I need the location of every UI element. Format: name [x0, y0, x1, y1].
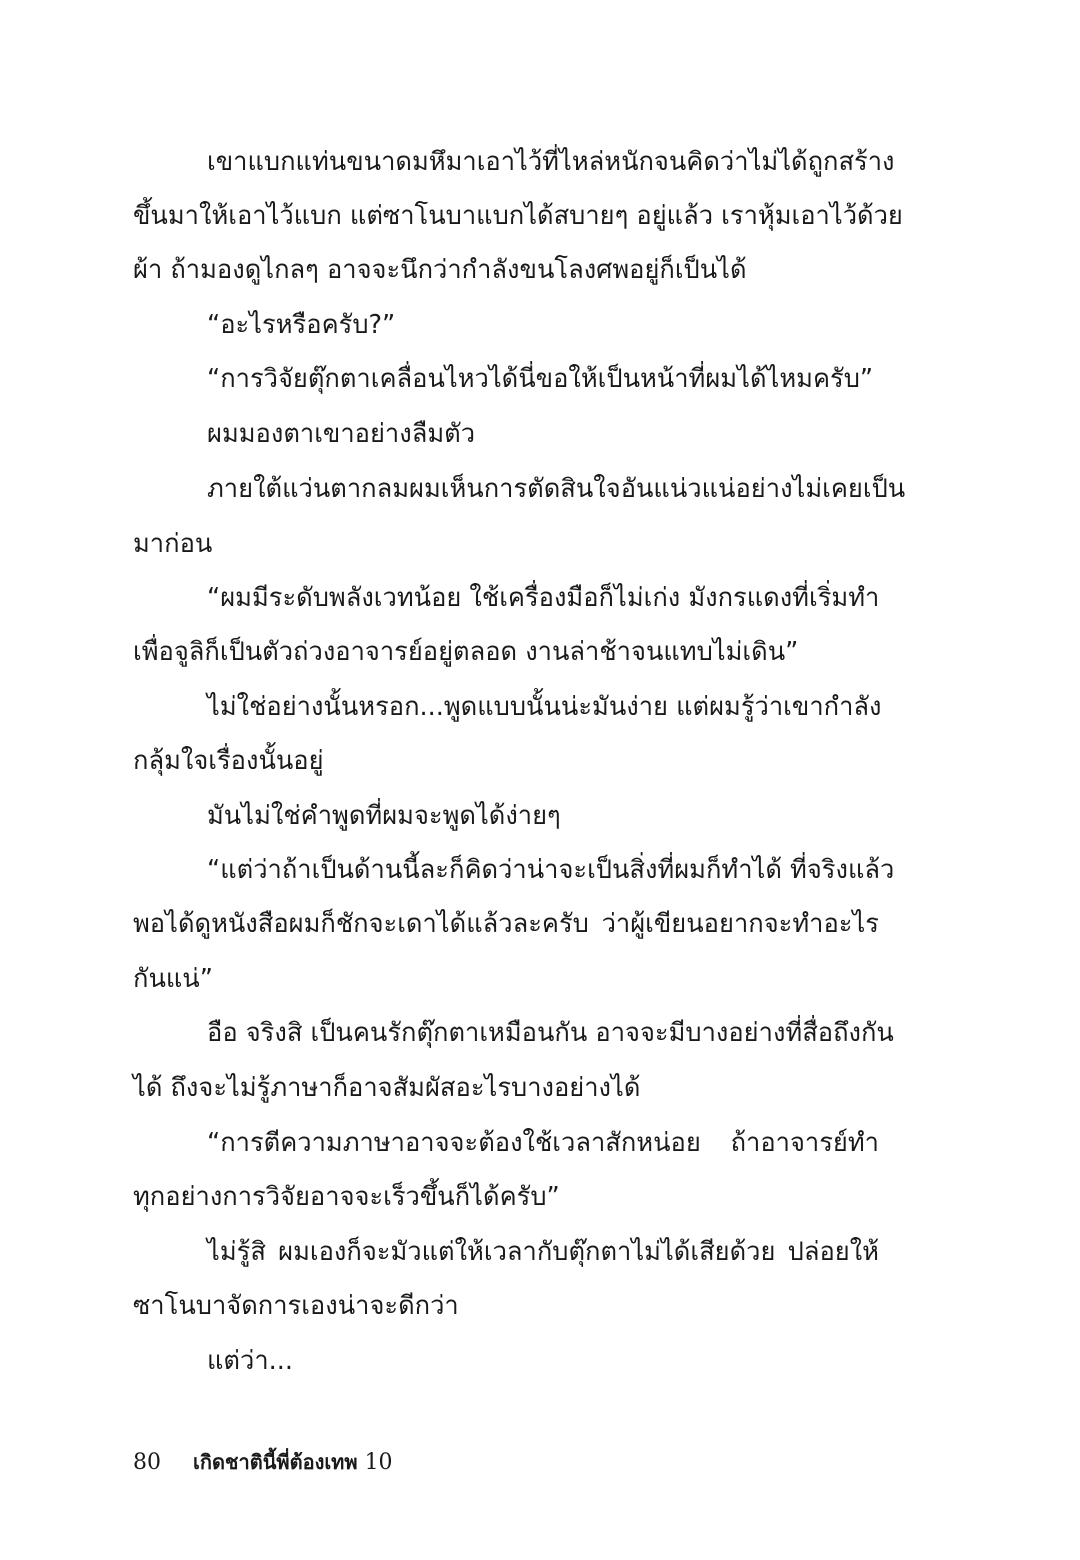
- paragraph-line: เขาแบกแท่นขนาดมหึมาเอาไว้ที่ไหล่หนักจนคิดว่าไม่ได้ถูกสร้าง: [207, 147, 895, 177]
- paragraph-line: ขึ้นมาให้เอาไว้แบก แต่ซาโนบาแบกได้สบายๆ อยู่แล้ว เราหุ้มเอาไว้ด้วย: [133, 201, 903, 231]
- dialogue-line: “แต่ว่าถ้าเป็นด้านนี้ละก็คิดว่าน่าจะเป็นสิ่งที่ผมก็ทำได้ ที่จริงแล้ว: [207, 855, 895, 885]
- paragraph-line: ซาโนบาจัดการเองน่าจะดีกว่า: [133, 1291, 459, 1321]
- page-footer: [133, 1445, 393, 1479]
- paragraph-line: ไม่รู้สิ ผมเองก็จะมัวแต่ให้เวลากับตุ๊กตาไม่ได้เสียด้วย ปล่อยให้: [207, 1237, 879, 1267]
- paragraph-line: ได้ ถึงจะไม่รู้ภาษาก็อาจสัมผัสอะไรบางอย่างได้: [133, 1073, 641, 1103]
- dialogue-line: “อะไรหรือครับ?”: [207, 310, 396, 340]
- dialogue-line: ทุกอย่างการวิจัยอาจจะเร็วขึ้นก็ได้ครับ”: [133, 1182, 560, 1212]
- paragraph-line: อือ จริงสิ เป็นคนรักตุ๊กตาเหมือนกัน อาจจะมีบางอย่างที่สื่อถึงกัน: [207, 1018, 894, 1048]
- paragraph-line: แต่ว่า...: [207, 1346, 293, 1376]
- dialogue-line: “ผมมีระดับพลังเวทน้อย ใช้เครื่องมือก็ไม่เก่ง มังกรแดงที่เริ่มทำ: [207, 583, 880, 613]
- dialogue-line: กันแน่”: [133, 964, 213, 994]
- paragraph-line: ผ้า ถ้ามองดูไกลๆ อาจจะนึกว่ากำลังขนโลงศพอยู่ก็เป็นได้: [133, 255, 747, 285]
- book-title: เกิดชาตินี้พี่ต้องเทพ: [193, 1450, 358, 1474]
- dialogue-line: พอได้ดูหนังสือผมก็ชักจะเดาได้แล้วละครับ ว่าผู้เขียนอยากจะทำอะไร: [133, 909, 879, 939]
- page-number: 80: [133, 1449, 161, 1475]
- dialogue-line: “การวิจัยตุ๊กตาเคลื่อนไหวได้นี่ขอให้เป็นหน้าที่ผมได้ไหมครับ”: [207, 364, 874, 394]
- paragraph-line: มาก่อน: [133, 529, 213, 559]
- paragraph-line: กลุ้มใจเรื่องนั้นอยู่: [133, 746, 324, 776]
- volume-number: 10: [364, 1450, 393, 1475]
- running-title: [193, 1446, 393, 1478]
- paragraph-line: ผมมองตาเขาอย่างลืมตัว: [207, 419, 476, 449]
- paragraph-line: ไม่ใช่อย่างนั้นหรอก...พูดแบบนั้นน่ะมันง่าย แต่ผมรู้ว่าเขากำลัง: [207, 692, 882, 722]
- dialogue-line: เพื่อจูลิก็เป็นตัวถ่วงอาจารย์อยู่ตลอด งานล่าช้าจนแทบไม่เดิน”: [133, 637, 799, 667]
- paragraph-line: มันไม่ใช่คำพูดที่ผมจะพูดได้ง่ายๆ: [207, 801, 561, 831]
- paragraph-line: ภายใต้แว่นตากลมผมเห็นการตัดสินใจอันแน่วแน่อย่างไม่เคยเป็น: [207, 474, 906, 504]
- dialogue-line: “การตีความภาษาอาจจะต้องใช้เวลาสักหน่อย ถ้าอาจารย์ทำ: [207, 1128, 879, 1158]
